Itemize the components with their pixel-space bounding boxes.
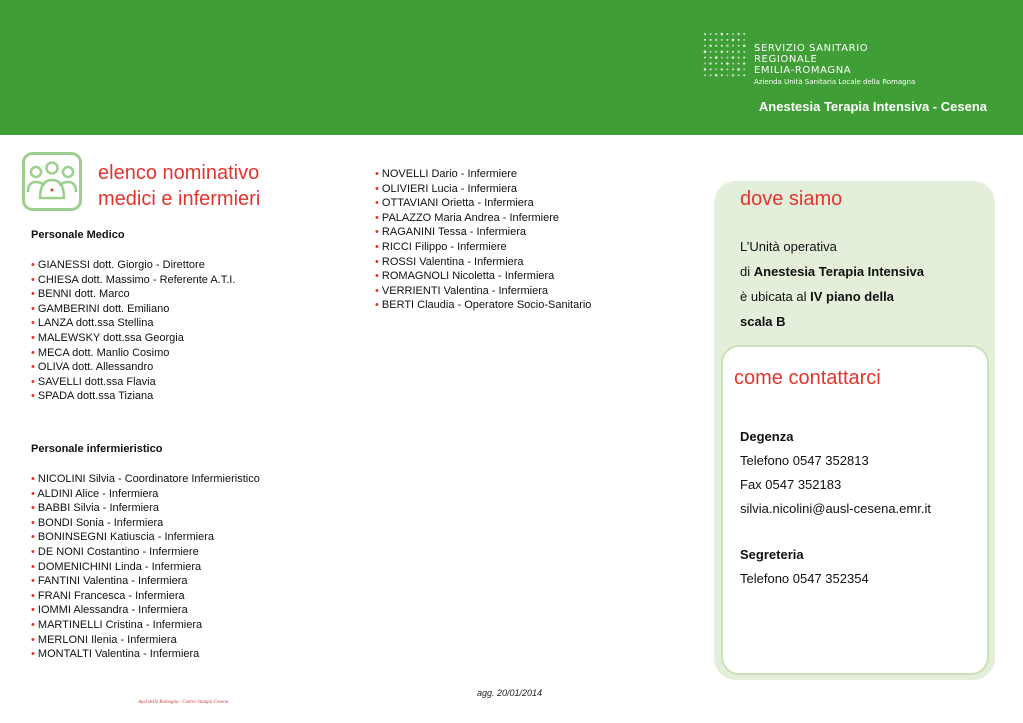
list-item: • NOVELLI Dario - Infermiere — [375, 167, 591, 182]
list-item: • IOMMI Alessandra - Infermiera — [31, 603, 260, 618]
secretary-phone: Telefono 0547 352354 — [740, 571, 869, 586]
department-title: Anestesia Terapia Intensiva - Cesena — [758, 99, 987, 114]
ward-phone: Telefono 0547 352813 — [740, 453, 869, 468]
location-title: dove siamo — [740, 188, 843, 210]
ward-email[interactable]: silvia.nicolini@ausl-cesena.emr.it — [740, 501, 931, 516]
list-item: • DE NONI Costantino - Infermiere — [31, 545, 260, 560]
location-stair: scala B — [740, 314, 786, 329]
location-unit-name: Anestesia Terapia Intensiva — [753, 264, 925, 279]
logo-text — [754, 43, 932, 88]
list-item: • MARTINELLI Cristina - Infermiera — [31, 618, 260, 633]
location-line-2-pre: di — [740, 264, 754, 279]
list-item: • SAVELLI dott.ssa Flavia — [31, 375, 235, 390]
list-item: • OLIVIERI Lucia - Infermiera — [375, 182, 591, 197]
list-item: • BABBI Silvia - Infermiera — [31, 501, 260, 516]
list-item: • BENNI dott. Marco — [31, 287, 235, 302]
list-item: • RAGANINI Tessa - Infermiera — [375, 225, 591, 240]
list-title — [98, 160, 260, 212]
list-item: • ROMAGNOLI Nicoletta - Infermiera — [375, 269, 591, 284]
location-text — [740, 234, 924, 334]
location-line-3 — [740, 284, 924, 309]
list-item: • MONTALTI Valentina - Infermiera — [31, 647, 260, 662]
logo-line-3: Azienda Unità Sanitaria Locale della Romagna — [754, 78, 916, 86]
header-banner — [0, 0, 1023, 135]
list-item: • GIANESSI dott. Giorgio - Direttore — [31, 258, 235, 273]
nursing-staff-list — [31, 472, 260, 662]
contact-title: come contattarci — [734, 367, 881, 389]
medical-staff-heading: Personale Medico — [31, 229, 125, 241]
people-group-icon — [22, 152, 82, 211]
list-title-line-2: medici e infermieri — [98, 188, 261, 210]
list-item: • ROSSI Valentina - Infermiera — [375, 255, 591, 270]
logo-line-2: EMILIA-ROMAGNA — [754, 65, 852, 76]
update-date: agg. 20/01/2014 — [477, 688, 543, 698]
location-line-1: L’Unità operativa — [740, 239, 837, 254]
list-item: • MERLONI Ilenia - Infermiera — [31, 633, 260, 648]
list-item: • VERRIENTI Valentina - Infermiera — [375, 284, 591, 299]
medical-staff-list — [31, 258, 235, 404]
spacer — [740, 521, 931, 543]
list-item: • SPADA dott.ssa Tiziana — [31, 389, 235, 404]
list-item: • GAMBERINI dott. Emiliano — [31, 302, 235, 317]
list-item: • PALAZZO Maria Andrea - Infermiere — [375, 211, 591, 226]
list-item: • BERTI Claudia - Operatore Socio-Sanitario — [375, 298, 591, 313]
location-floor: IV piano della — [810, 289, 894, 304]
dot-grid-logo-icon — [702, 31, 748, 79]
contact-info — [740, 425, 931, 591]
list-item: • LANZA dott.ssa Stellina — [31, 316, 235, 331]
list-item: • NICOLINI Silvia - Coordinatore Infermieristico — [31, 472, 260, 487]
list-item: • OTTAVIANI Orietta - Infermiera — [375, 196, 591, 211]
location-line-3-pre: è ubicata al — [740, 289, 811, 304]
ward-fax: Fax 0547 352183 — [740, 477, 842, 492]
list-item: • FANTINI Valentina - Infermiera — [31, 574, 260, 589]
list-item: • DOMENICHINI Linda - Infermiera — [31, 560, 260, 575]
ward-label: Degenza — [740, 429, 794, 444]
list-item: • CHIESA dott. Massimo - Referente A.T.I. — [31, 273, 235, 288]
secretary-label: Segreteria — [740, 547, 804, 562]
ssr-logo — [702, 31, 932, 86]
list-item: • MALEWSKY dott.ssa Georgia — [31, 331, 235, 346]
list-item: • MECA dott. Manlio Cosimo — [31, 346, 235, 361]
print-credit: Ausl della Romagna · Centro Stampa Cesena — [138, 700, 229, 705]
nursing-staff-heading: Personale infermieristico — [31, 443, 163, 455]
nursing-staff-list-continued — [375, 167, 591, 313]
location-line-2 — [740, 259, 924, 284]
list-item: • RICCI Filippo - Infermiere — [375, 240, 591, 255]
list-item: • BONDI Sonia - Infermiera — [31, 516, 260, 531]
list-item: • OLIVA dott. Allessandro — [31, 360, 235, 375]
list-item: • ALDINI Alice - Infermiera — [31, 487, 260, 502]
logo-line-1: SERVIZIO SANITARIO REGIONALE — [754, 43, 869, 65]
list-title-line-1: elenco nominativo — [98, 162, 260, 184]
list-item: • FRANI Francesca - Infermiera — [31, 589, 260, 604]
list-item: • BONINSEGNI Katiuscia - Infermiera — [31, 530, 260, 545]
